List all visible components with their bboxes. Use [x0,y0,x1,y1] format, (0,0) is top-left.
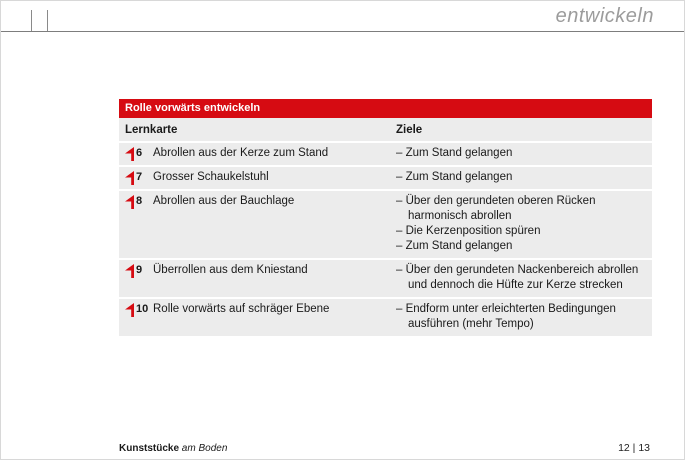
page-numbers: 12 | 13 [618,442,650,454]
goals-cell [396,170,652,185]
card-flag-icon [125,195,134,209]
lernkarte-cell [119,170,396,185]
book-subtitle: am Boden [181,443,228,454]
goal-item: – Über den gerundeten Nackenbereich abrollen und dennoch die Hüfte zur Kerze strecken [396,264,639,291]
lernkarte-cell [119,194,396,254]
card-badge [125,194,153,209]
column-header-lernkarte: Lernkarte [125,124,178,136]
card-badge [125,170,153,185]
table-rows [119,143,652,336]
card-number: 8 [136,195,143,207]
book-title: Kunststücke [119,443,180,454]
card-number: 6 [136,147,143,159]
card-number: 9 [136,264,143,276]
column-header-ziele: Ziele [396,124,423,136]
table-row [119,260,652,297]
card-flag-icon [125,147,134,161]
card-title: Grosser Schaukelstuhl [153,171,269,183]
registration-mark [47,10,48,31]
running-head-title: entwickeln [555,5,654,27]
goal-item: – Die Kerzenposition spüren [396,225,541,237]
goal-item: – Zum Stand gelangen [396,240,513,252]
goal-item: – Zum Stand gelangen [396,171,513,183]
card-title: Abrollen aus der Kerze zum Stand [153,147,329,159]
card-flag-icon [125,303,134,317]
card-title: Abrollen aus der Bauchlage [153,195,295,207]
footer-book-reference [119,443,227,454]
lernkarte-cell [119,302,396,332]
goals-cell [396,263,652,293]
table-row [119,167,652,189]
card-flag-icon [125,264,134,278]
card-title: Rolle vorwärts auf schräger Ebene [153,303,330,315]
goals-cell [396,194,652,254]
card-number: 10 [136,303,149,315]
lernkarte-cell [119,146,396,161]
card-number: 7 [136,171,143,183]
goal-item: – Zum Stand gelangen [396,147,513,159]
card-flag-icon [125,171,134,185]
table-row [119,299,652,336]
goals-cell [396,302,652,332]
table-title-bar [119,99,652,118]
registration-mark [31,10,32,31]
table-title: Rolle vorwärts entwickeln [125,102,261,114]
exercise-table [119,99,652,338]
lernkarte-cell [119,263,396,293]
goal-item: – Über den gerundeten oberen Rücken harmonisch abrollen [396,195,596,222]
column-header-row [119,118,652,141]
card-badge [125,146,153,161]
table-row [119,143,652,165]
card-badge [125,263,153,278]
table-row [119,191,652,258]
header-rule [1,31,684,32]
goal-item: – Endform unter erleichterten Bedingungen ausführen (mehr Tempo) [396,303,616,330]
card-badge [125,302,153,317]
card-title: Überrollen aus dem Kniestand [153,264,308,276]
goals-cell [396,146,652,161]
